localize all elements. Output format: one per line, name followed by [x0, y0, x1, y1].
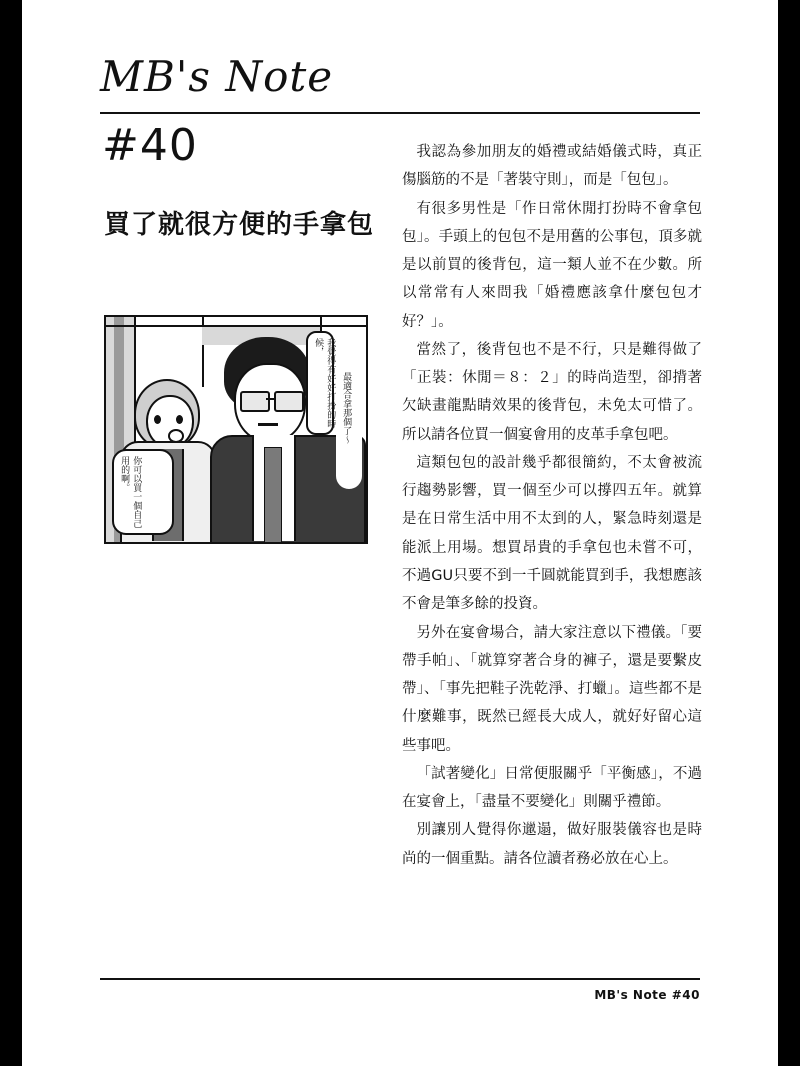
comic-panel-art	[106, 317, 366, 542]
comic-woman-eye-left	[154, 415, 161, 424]
article-body	[402, 138, 702, 873]
comic-speech-bubble-3	[336, 367, 362, 489]
comic-speech-bubble-1-text: 你可以買一個自己用的啊。	[119, 456, 142, 528]
article-paragraph: 我認為參加朋友的婚禮或結婚儀式時，真正傷腦筋的不是「著裝守則」，而是「包包」。	[402, 144, 702, 189]
article-paragraph: 這類包包的設計幾乎都很簡約，不太會被流行趨勢影響，買一個至少可以撐四五年。就算是在日常生活中用不太到的人，緊急時刻還是能派上用場。想買昂貴的手拿包也未嘗不可，不過GU只要不到一千圓就能買到手，我想應該不會是筆多餘的投資。	[402, 454, 702, 613]
page-edge-bar-left	[0, 0, 22, 1066]
comic-speech-bubble-2	[306, 331, 334, 435]
footer-label: MB's Note #40	[594, 988, 700, 1002]
issue-number: #40	[102, 120, 198, 171]
page-edge-bar-right	[778, 0, 800, 1066]
comic-man-glasses-bridge	[266, 398, 274, 400]
comic-man-glasses-left	[240, 391, 270, 412]
article-paragraph: 當然了，後背包也不是不行，只是難得做了「正裝：休閒＝８：２」的時尚造型，卻揹著欠缺畫龍點睛效果的後背包，未免太可惜了。所以請各位買一個宴會用的皮革手拿包吧。	[402, 341, 702, 443]
masthead	[100, 52, 700, 101]
comic-man-glasses-right	[274, 391, 304, 412]
article-paragraph: 「試著變化」日常便服關乎「平衡感」，不過在宴會上，「盡量不要變化」則關乎禮節。	[402, 765, 702, 811]
comic-speech-bubble-3-text: 最適合拿那個了～	[341, 372, 352, 444]
comic-speech-bubble-1	[112, 449, 174, 535]
article-paragraph: 別讓別人覺得你邋遢，做好服裝儀容也是時尚的一個重點。請各位讀者務必放在心上。	[402, 822, 702, 867]
comic-speech-bubble-2-text: 我覺得有好好打扮的時候，	[313, 338, 336, 428]
page-content	[22, 0, 778, 1066]
comic-woman-eye-right	[176, 415, 183, 424]
article-title: 買了就很方便的手拿包	[104, 210, 375, 240]
comic-man-tie	[264, 447, 282, 543]
comic-man-mouth	[258, 423, 278, 426]
masthead-title: MB's Note	[100, 52, 334, 101]
footer-divider	[100, 978, 700, 980]
comic-panel	[104, 315, 368, 544]
article-paragraph: 有很多男性是「作日常休閒打扮時不會拿包包」。手頭上的包包不是用舊的公事包，頂多就是以前買的後背包，這一類人並不在少數。所以常常有人來問我「婚禮應該拿什麼包包才好？」。	[402, 200, 702, 330]
article-paragraph: 另外在宴會場合，請大家注意以下禮儀。「要帶手帕」、「就算穿著合身的褲子，還是要繫皮帶」、「事先把鞋子洗乾淨、打蠟」。這些都不是什麼難事，既然已經長大成人，就好好留心這些事吧。	[402, 624, 702, 754]
masthead-divider	[100, 112, 700, 114]
